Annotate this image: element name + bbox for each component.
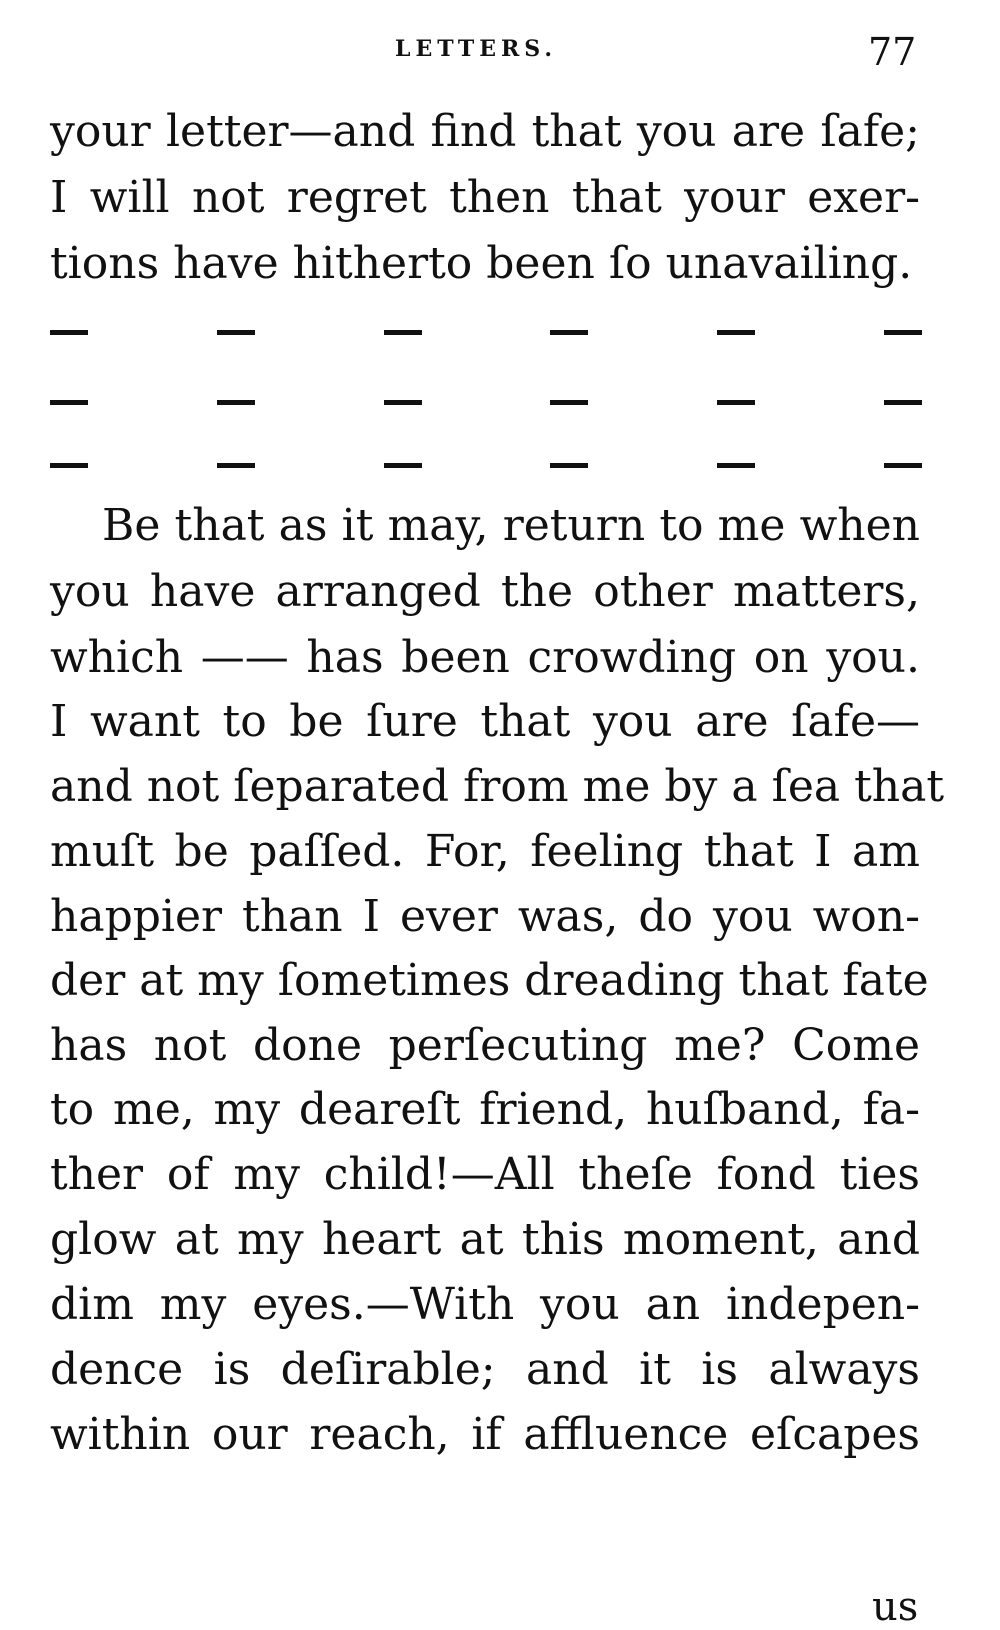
text-line: has not done perſecuting me? Come xyxy=(50,1020,920,1071)
dash xyxy=(550,463,588,468)
text-line: ther of my child!—All theſe fond ties xyxy=(50,1149,920,1200)
page-number: 77 xyxy=(868,30,917,74)
text-line: tions have hitherto been ſo unavailing. xyxy=(50,238,913,289)
text-line: your letter—and find that you are ſafe; xyxy=(50,106,920,157)
dash xyxy=(717,463,755,468)
dash xyxy=(50,330,88,335)
omission-dash-row xyxy=(50,330,922,336)
text-line: glow at my heart at this moment, and xyxy=(50,1214,920,1265)
dash xyxy=(884,463,922,468)
dash xyxy=(384,463,422,468)
dash xyxy=(884,330,922,335)
dash xyxy=(550,400,588,405)
text-line: Be that as it may, return to me when xyxy=(102,500,920,551)
running-head: LETTERS. xyxy=(395,36,558,62)
text-line: der at my ſometimes dreading that fate xyxy=(50,955,929,1006)
dash xyxy=(217,400,255,405)
text-line: within our reach, if affluence eſcapes xyxy=(50,1409,920,1460)
dash xyxy=(884,400,922,405)
text-line: to me, my deareſt friend, huſband, fa- xyxy=(50,1084,920,1135)
dash xyxy=(384,330,422,335)
omission-dash-row xyxy=(50,400,922,406)
dash xyxy=(50,463,88,468)
text-line: muſt be paſſed. For, feeling that I am xyxy=(50,826,920,877)
text-line: you have arranged the other matters, xyxy=(50,566,920,617)
text-line: and not ſeparated from me by a ſea that xyxy=(50,761,945,812)
dash xyxy=(550,330,588,335)
text-line: I will not regret then that your exer- xyxy=(50,172,920,223)
dash xyxy=(717,330,755,335)
dash xyxy=(50,400,88,405)
dash xyxy=(717,400,755,405)
dash xyxy=(217,463,255,468)
dash xyxy=(217,330,255,335)
text-line: dim my eyes.—With you an indepen- xyxy=(50,1279,920,1330)
omission-dash-row xyxy=(50,463,922,469)
catchword: us xyxy=(872,1584,919,1630)
text-line: dence is deſirable; and it is always xyxy=(50,1344,920,1395)
text-line: I want to be ſure that you are ſafe— xyxy=(50,696,920,747)
text-line: which —— has been crowding on you. xyxy=(50,632,920,683)
dash xyxy=(384,400,422,405)
text-line: happier than I ever was, do you won- xyxy=(50,891,920,942)
